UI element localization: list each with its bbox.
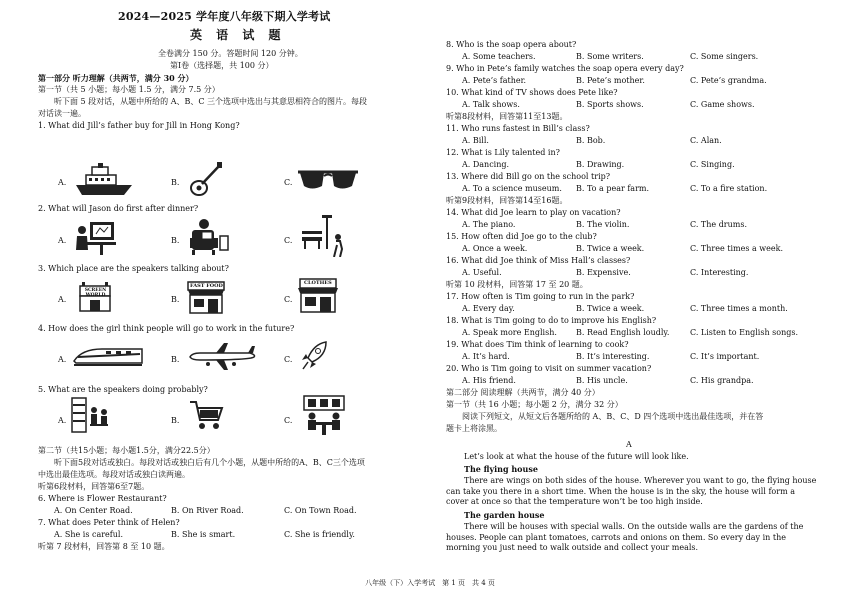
option-label: B. (171, 416, 180, 425)
option-b: B. Drawing. (576, 160, 625, 169)
option-b: B. Read English loudly. (576, 328, 670, 337)
option-c: C. On Town Road. (284, 506, 357, 515)
clothes-sign: CLOTHES (304, 280, 332, 286)
instruction-line: 听下面5段对话或独白。每段对话或独白后有几个小题，从题中所给的A、B、C三个选项 (54, 458, 365, 467)
option-label: C. (284, 236, 293, 245)
ship-icon (72, 163, 136, 197)
option-c: C. Three times a month. (690, 304, 788, 313)
instruction-line: 听第8段材料，回答第11至13题。 (446, 112, 568, 121)
volume-info: 第Ⅰ卷（选择题，共 100 分） (170, 61, 274, 70)
option-label: B. (171, 355, 180, 364)
option-b: B. Twice a week. (576, 244, 645, 253)
option-c: C. The drums. (690, 220, 748, 229)
question-18: 18. What is Tim going to do to improve his English? (446, 316, 657, 325)
fast-food-shop-icon (186, 280, 226, 314)
instruction-line: 听第 7 段材料，回答第 8 至 10 题。 (38, 542, 170, 551)
option-c: C. Alan. (690, 136, 722, 145)
passage-paragraph: There will be houses with special walls. On the outside walls are the gardens of the houses. People can plant tomatoes, carrots and onions on them. So every day in the morning you just need to walk outside and collect your meals. (446, 522, 804, 552)
question-11: 11. Who runs fastest in Bill’s class? (446, 124, 590, 133)
option-label: B. (171, 178, 180, 187)
option-b: B. Pete’s mother. (576, 76, 645, 85)
option-c: C. It’s important. (690, 352, 760, 361)
restaurant-table-icon (300, 394, 348, 436)
fast-food-sign: FAST FOOD (190, 283, 223, 289)
option-c: C. Singing. (690, 160, 735, 169)
option-a: A. Some teachers. (462, 52, 536, 61)
exam-title: 2024—2025 学年度八年级下期入学考试 (118, 10, 331, 23)
option-label: A. (58, 236, 67, 245)
park-walk-icon (300, 215, 346, 257)
option-a: A. Every day. (462, 304, 515, 313)
sunglasses-icon (296, 168, 360, 192)
question-14: 14. What did Joe learn to play on vacation? (446, 208, 621, 217)
option-c: C. She is friendly. (284, 530, 355, 539)
instruction-line: 对话读一遍。 (38, 109, 86, 118)
instruction-line: 题卡上将涂黑。 (446, 424, 502, 433)
option-c: C. Game shows. (690, 100, 755, 109)
score-info: 全卷满分 150 分。答题时间 120 分钟。 (158, 49, 303, 58)
option-a: A. Dancing. (462, 160, 510, 169)
option-c: C. To a fire station. (690, 184, 768, 193)
option-label: A. (58, 355, 67, 364)
question-9: 9. Who in Pete’s family watches the soap opera every day? (446, 64, 684, 73)
question-19: 19. What does Tim think of learning to cook? (446, 340, 629, 349)
option-label: A. (58, 295, 67, 304)
rocket-icon (300, 340, 330, 372)
option-label: A. (58, 416, 67, 425)
option-label: C. (284, 416, 293, 425)
option-c: C. Pete’s grandma. (690, 76, 767, 85)
question-1: 1. What did Jill’s father buy for Jill in Hong Kong? (38, 121, 240, 130)
reading-armchair-icon (188, 218, 230, 256)
option-b: B. The violin. (576, 220, 630, 229)
option-a: A. Talk shows. (462, 100, 520, 109)
option-label: A. (58, 178, 67, 187)
page-footer: 八年级（下）入学考试 第 1 页 共 4 页 (365, 579, 495, 587)
option-b: B. It’s interesting. (576, 352, 650, 361)
subject-title: 英 语 试 题 (190, 28, 286, 42)
section2-heading: 第二节（共15小题；每小题1.5分，满分22.5分） (38, 446, 215, 455)
option-a: A. His friend. (462, 376, 516, 385)
instruction-line: 听第9段材料，回答第14至16题。 (446, 196, 568, 205)
cinema-sign: SCREEN WORLD (84, 288, 107, 298)
instruction-line: 听第6段材料，回答第6至7题。 (38, 482, 150, 491)
question-5: 5. What are the speakers doing probably? (38, 385, 208, 394)
option-c: C. Listen to English songs. (690, 328, 798, 337)
option-label: C. (284, 178, 293, 187)
question-4: 4. How does the girl think people will go to work in the future? (38, 324, 295, 333)
option-label: B. (171, 236, 180, 245)
option-b: B. On River Road. (171, 506, 244, 515)
passage-letter: A (626, 440, 632, 449)
part2-section1-heading: 第一节（共 16 小题；每小题 2 分，满分 32 分） (446, 400, 623, 409)
option-a: A. The piano. (462, 220, 516, 229)
airplane-icon (188, 343, 258, 371)
option-b: B. She is smart. (171, 530, 236, 539)
passage-paragraph: There are wings on both sides of the house. Wherever you want to go, the flying house can take you there in a short time. When the house is in the sky, the house will form a cover at once so that the temperature won’t be too high inside. (446, 476, 817, 506)
instruction-line: 听第 10 段材料，回答第 17 至 20 题。 (446, 280, 588, 289)
option-a: A. Once a week. (462, 244, 528, 253)
option-b: B. Bob. (576, 136, 606, 145)
question-10: 10. What kind of TV shows does Pete like? (446, 88, 618, 97)
shopping-cart-icon (188, 398, 224, 434)
question-8: 8. Who is the soap opera about? (446, 40, 577, 49)
instruction-line: 听下面 5 段对话，从题中所给的 A、B、C 三个选项中选出与其意思相符合的图片。每段 (54, 97, 368, 106)
question-17: 17. How often is Tim going to run in the park? (446, 292, 635, 301)
option-b: B. Some writers. (576, 52, 644, 61)
question-2: 2. What will Jason do first after dinner? (38, 204, 199, 213)
option-label: B. (171, 295, 180, 304)
option-label: C. (284, 295, 293, 304)
cinema-building-icon (78, 282, 112, 312)
part1-heading: 第一部分 听力理解（共两节，满分 30 分） (38, 73, 194, 83)
section1-heading: 第一节（共 5 小题；每小题 1.5 分，满分 7.5 分） (38, 85, 220, 94)
passage-subheading: The flying house (464, 464, 538, 474)
computer-user-icon (74, 220, 118, 256)
option-a: A. Bill. (462, 136, 489, 145)
instruction-line: 中选出最佳选项。每段对话或独白读两遍。 (38, 470, 190, 479)
option-a: A. It’s hard. (462, 352, 510, 361)
option-c: C. Some singers. (690, 52, 759, 61)
question-12: 12. What is Lily talented in? (446, 148, 560, 157)
option-b: B. Sports shows. (576, 100, 644, 109)
option-c: C. His grandpa. (690, 376, 754, 385)
question-16: 16. What did Joe think of Miss Hall’s classes? (446, 256, 631, 265)
option-c: C. Interesting. (690, 268, 749, 277)
high-speed-train-icon (72, 345, 144, 369)
part2-heading: 第二部分 阅读理解（共两节，满分 40 分） (446, 388, 600, 397)
library-shelves-icon (70, 396, 110, 434)
option-a: A. Speak more English. (462, 328, 557, 337)
option-a: A. She is careful. (54, 530, 124, 539)
question-6: 6. Where is Flower Restaurant? (38, 494, 167, 503)
clothes-shop-icon (296, 277, 340, 313)
option-a: A. To a science museum. (462, 184, 562, 193)
question-7: 7. What does Peter think of Helen? (38, 518, 180, 527)
passage-subheading: The garden house (464, 510, 545, 520)
guitar-icon (188, 162, 224, 198)
option-a: A. Useful. (462, 268, 502, 277)
option-label: C. (284, 355, 293, 364)
question-15: 15. How often did Joe go to the club? (446, 232, 597, 241)
option-b: B. To a pear farm. (576, 184, 650, 193)
option-b: B. His uncle. (576, 376, 628, 385)
instruction-line: 阅读下列短文，从短文后各题所给的 A、B、C、D 四个选项中选出最佳选项，并在答 (462, 412, 764, 421)
passage-intro: Let’s look at what the house of the future will look like. (464, 452, 689, 461)
option-a: A. On Center Road. (54, 506, 133, 515)
option-a: A. Pete’s father. (462, 76, 527, 85)
option-c: C. Three times a week. (690, 244, 784, 253)
option-b: B. Twice a week. (576, 304, 645, 313)
question-3: 3. Which place are the speakers talking about? (38, 264, 229, 273)
question-20: 20. Who is Tim going to visit on summer vacation? (446, 364, 652, 373)
option-b: B. Expensive. (576, 268, 631, 277)
question-13: 13. Where did Bill go on the school trip? (446, 172, 611, 181)
